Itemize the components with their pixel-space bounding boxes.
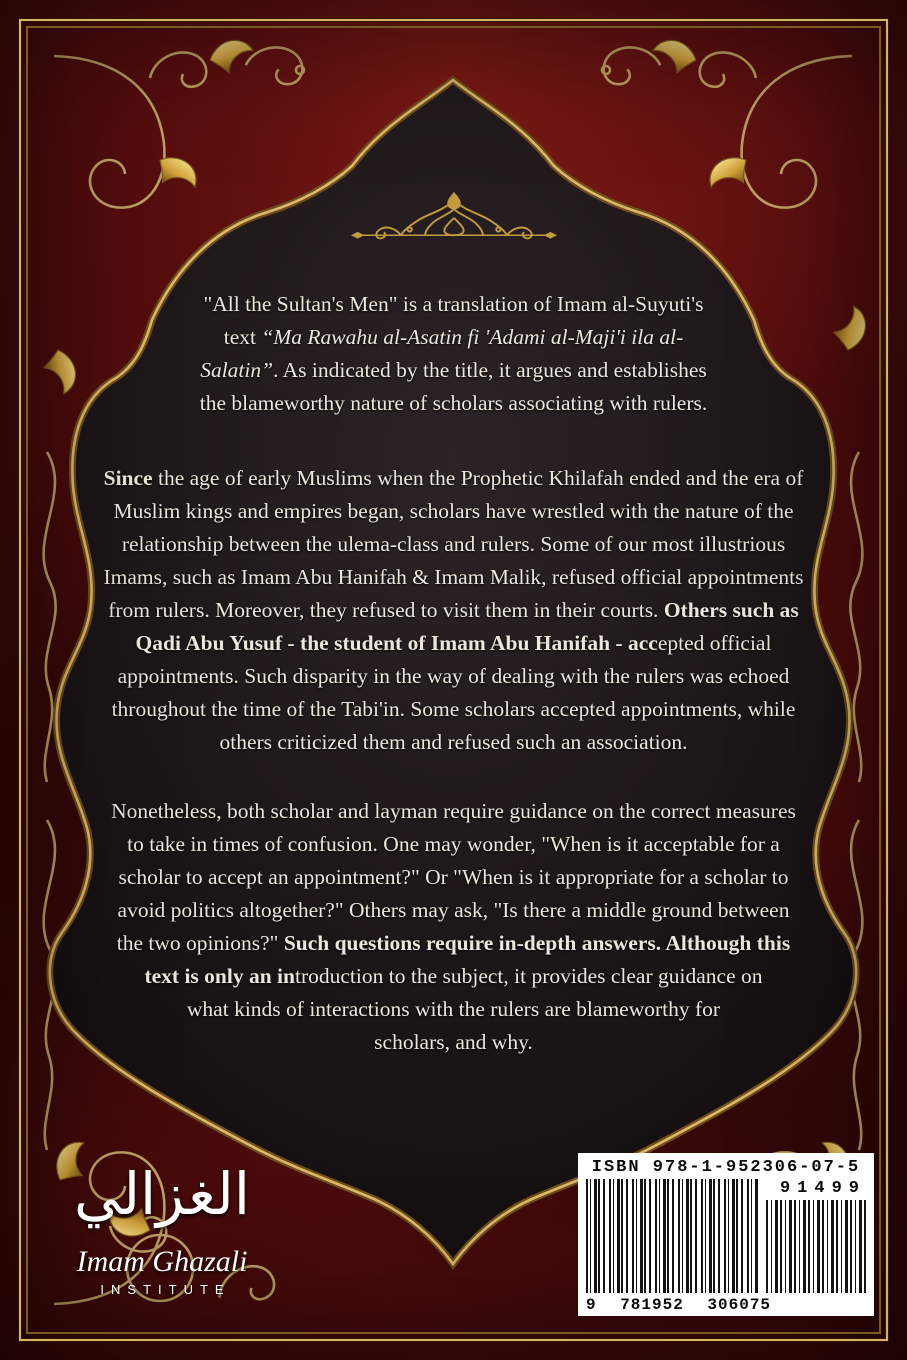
ean-supplement-barcode bbox=[766, 1200, 866, 1293]
publisher-arabic-calligraphy: الغزالي bbox=[74, 1160, 250, 1228]
ean-digits: 9 781952 306075 bbox=[586, 1296, 772, 1314]
publisher-name: Imam Ghazali bbox=[76, 1245, 248, 1278]
blurb-paragraph-3 bbox=[104, 795, 804, 1167]
publisher-institute-label: INSTITUTE bbox=[100, 1282, 231, 1297]
blurb-paragraph-2: Since the age of early Muslims when the Prophetic Khilafah ended and the era of Muslim kings and empires began, scholars have wrestled with the nature of the relationship between the ulema-class and rulers. Some of our most illustrious Imams, such as Imam Abu Hanifah & Imam Malik, refused official appointments from rulers. Moreover, they refused to visit them in their courts. Others such as Qadi Abu Yusuf - the student of Imam Abu Hanifah - accepted official appointments. Such disparity in the way of dealing with the rulers was echoed throughout the time of the Tabi'in. Some scholars accepted appointments, while others criticized them and refused such an association. bbox=[103, 466, 804, 754]
blurb-paragraph-3-text: Nonetheless, both scholar and layman require guidance on the correct measures to take in times of confusion. One may wonder, "When is it acceptable for a scholar to accept an appointment?" Or "When is it appropriate for a scholar to avoid politics altogether?" Others may ask, "Is there a middle ground between the two opinions?" Such questions require in-depth answers. Although this text is only an introduction to the subject, it provides clear guidance on what kinds of interactions with the rulers are blameworthy for scholars, and why. bbox=[111, 799, 796, 1054]
price-code: 91499 bbox=[779, 1179, 866, 1198]
isbn-label: ISBN 978-1-952306-07-5 bbox=[591, 1158, 861, 1177]
publisher-logo bbox=[52, 1142, 272, 1297]
blurb-paragraph-1: "All the Sultan's Men" is a translation of Imam al-Suyuti's text “Ma Rawahu al-Asatin fi 'Adami al-Maji'i ila al-Salatin”. As indicated by the title, it argues and establishes the blameworthy nature of scholars associating with rulers. bbox=[199, 292, 708, 415]
crown-ornament-icon bbox=[348, 186, 560, 246]
ean-barcode bbox=[586, 1179, 758, 1293]
barcode-box bbox=[578, 1153, 874, 1316]
